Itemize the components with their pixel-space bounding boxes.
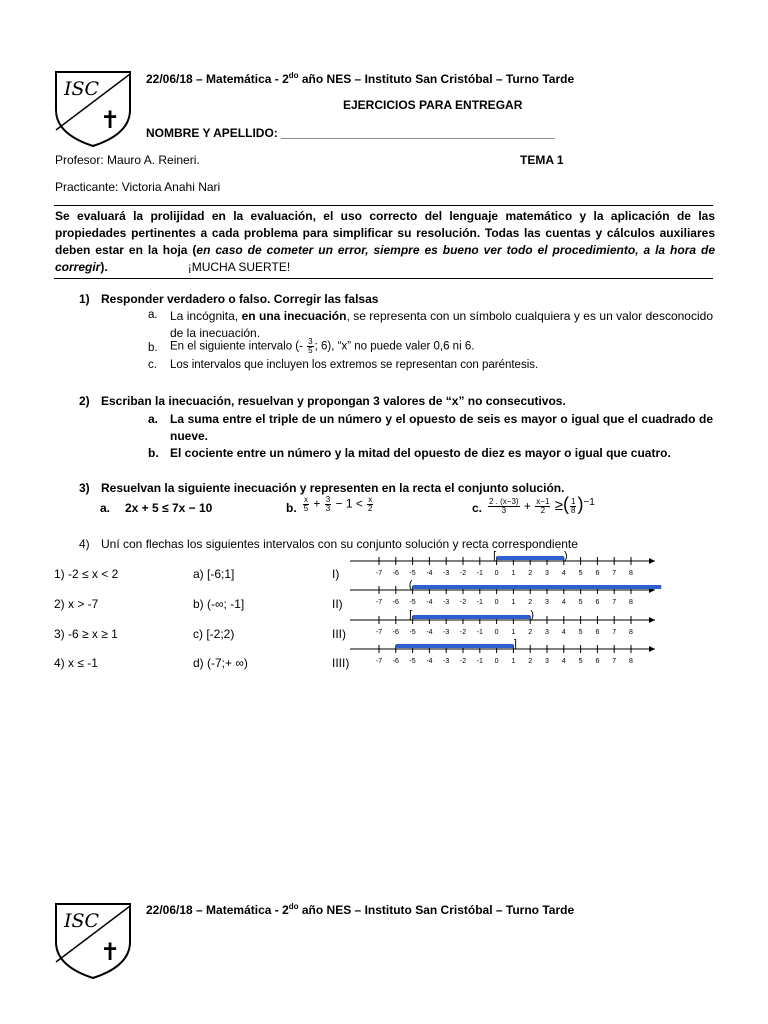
roman-2: II) xyxy=(332,597,343,611)
fraction-num: x−1 xyxy=(536,497,550,507)
ex1-a-text xyxy=(170,308,713,341)
ineq-4: 4) x ≤ -1 xyxy=(54,656,98,670)
tick-label: -5 xyxy=(409,570,416,577)
ex1-c-letter: c. xyxy=(148,359,157,371)
name-field: NOMBRE Y APELLIDO: _________________________________________ xyxy=(146,126,555,140)
ineq-3: 3) -6 ≥ x ≥ 1 xyxy=(54,627,118,641)
fraction-num: 3 xyxy=(308,337,313,346)
fraction xyxy=(570,498,576,515)
fraction-num: 2 . (x−3) xyxy=(489,497,519,507)
bracket-right: ) xyxy=(563,550,568,562)
tick-label: 2 xyxy=(528,658,533,665)
tick-label: 3 xyxy=(545,570,549,577)
fraction-den: 8 xyxy=(570,506,576,516)
ex1-number: 1) xyxy=(79,292,90,306)
exponent: −1 xyxy=(583,497,595,508)
cross-icon: ✝ xyxy=(100,106,121,134)
ex1-a-post: , se representa con un símbolo cualquiera y es un valor desconocido de la inecuación. xyxy=(170,309,713,340)
header-line xyxy=(146,71,574,86)
tick-label: -3 xyxy=(443,599,450,606)
ex4-title: Uní con flechas los siguientes intervalos con su conjunto solución y recta correspondiente xyxy=(101,537,578,551)
roman-4: IIII) xyxy=(332,656,350,670)
fraction-den: 5 xyxy=(308,346,313,355)
tick-label: -7 xyxy=(375,658,383,665)
tick-label: -3 xyxy=(443,570,450,577)
suerte-text: ¡MUCHA SUERTE! xyxy=(187,260,291,274)
footer-school: año NES – Instituto San Cristóbal – Turno Tarde xyxy=(298,903,575,917)
footer-line xyxy=(146,902,574,917)
tick-label: 0 xyxy=(494,599,499,606)
ex2-b-letter: b. xyxy=(148,446,159,460)
tick-label: 2 xyxy=(528,570,533,577)
tick-label: 3 xyxy=(545,658,549,665)
tick-label: 1 xyxy=(511,658,516,665)
arrow-icon xyxy=(649,617,655,623)
divider-top xyxy=(54,205,713,206)
ex3-b-expr xyxy=(302,496,374,513)
ex1-title: Responder verdadero o falso. Corregir las falsas xyxy=(101,292,379,306)
header-date-subject: 22/06/18 – Matemática - 2 xyxy=(146,72,289,86)
tick-label: -1 xyxy=(476,570,483,577)
tick-label: -7 xyxy=(375,629,383,636)
tick-label: -5 xyxy=(409,658,416,665)
fraction xyxy=(535,498,550,515)
tick-label: 5 xyxy=(578,629,583,636)
tick-label: -5 xyxy=(409,629,416,636)
ex3-title: Resuelvan la siguiente inecuación y representen en la recta el conjunto solución. xyxy=(101,481,565,495)
tick-label: -1 xyxy=(476,629,483,636)
ex1-c-text: Los intervalos que incluyen los extremos se representan con paréntesis. xyxy=(170,359,539,371)
ex2-number: 2) xyxy=(79,394,90,408)
footer-sup: do xyxy=(288,902,299,911)
fraction-num: x xyxy=(368,495,373,504)
ex1-b-text xyxy=(170,338,474,355)
fraction xyxy=(307,338,313,355)
logo-text: ISC xyxy=(64,910,100,932)
fraction-num: 1 xyxy=(570,497,576,507)
bracket-left: [ xyxy=(409,609,413,621)
tick-label: -6 xyxy=(392,629,399,636)
tick-label: -3 xyxy=(443,629,450,636)
tick-label: 3 xyxy=(545,599,549,606)
tick-label: -4 xyxy=(426,599,433,606)
tick-label: -7 xyxy=(375,599,383,606)
arrow-icon xyxy=(649,646,655,652)
logo-top xyxy=(54,70,132,153)
ex3-b-mid: − 1 < xyxy=(335,496,363,511)
fraction-den: 3 xyxy=(325,504,331,513)
fraction-den: 2 xyxy=(540,506,546,516)
ex1-b-post: ; 6), “x” no puede valer 0,6 ni 6. xyxy=(314,340,475,353)
geq-sign: ≥ xyxy=(554,497,563,514)
interval-b: b) (-∞; -1] xyxy=(193,597,245,611)
arrow-icon xyxy=(649,558,655,564)
tick-label: 3 xyxy=(545,629,549,636)
divider-bottom xyxy=(54,278,713,279)
fraction-den: 5 xyxy=(303,504,309,513)
ex3-b-letter: b. xyxy=(286,501,297,515)
bracket-right: ] xyxy=(513,638,517,650)
tick-label: -3 xyxy=(443,658,450,665)
interval-a: a) [-6;1] xyxy=(193,567,235,581)
tick-label: 7 xyxy=(612,599,617,606)
tick-label: -4 xyxy=(426,570,433,577)
ineq-2: 2) x > -7 xyxy=(54,597,99,611)
tick-label: 4 xyxy=(561,570,566,577)
tick-label: -4 xyxy=(426,658,433,665)
intro-paragraph xyxy=(55,208,715,276)
ex2-a-letter: a. xyxy=(148,412,159,426)
roman-1: I) xyxy=(332,567,340,581)
tick-label: -2 xyxy=(459,570,467,577)
tick-label: 5 xyxy=(578,599,583,606)
bracket-left: ( xyxy=(408,579,413,591)
fraction-den: 3 xyxy=(501,506,507,516)
ex2-title: Escriban la inecuación, resuelvan y propongan 3 valores de “x” no consecutivos. xyxy=(101,394,566,408)
ex1-b-pre: En el siguiente intervalo (- xyxy=(170,340,307,353)
ex3-number: 3) xyxy=(79,481,90,495)
ex1-a-letter: a. xyxy=(148,309,158,321)
tick-label: -1 xyxy=(476,599,483,606)
tick-label: -4 xyxy=(426,629,433,636)
tick-label: -6 xyxy=(392,658,399,665)
ex4-number: 4) xyxy=(79,537,90,551)
tick-label: 1 xyxy=(511,599,516,606)
fraction xyxy=(325,496,331,513)
fraction xyxy=(303,496,309,513)
ex1-a-bold: en una inecuación xyxy=(241,309,347,323)
tick-label: 5 xyxy=(578,570,583,577)
tick-label: 6 xyxy=(595,658,600,665)
logo-text: ISC xyxy=(64,78,100,100)
tick-label: 8 xyxy=(629,599,633,606)
footer-date-subject: 22/06/18 – Matemática - 2 xyxy=(146,903,289,917)
fraction-den: 2 xyxy=(367,504,373,513)
fraction-num: 3 xyxy=(325,495,331,504)
tick-label: -2 xyxy=(459,629,467,636)
ex1-b-letter: b. xyxy=(148,342,158,354)
ex3-a-expr: 2x + 5 ≤ 7x − 10 xyxy=(125,501,213,515)
fraction xyxy=(488,498,520,515)
ex1-a-pre: La incógnita, xyxy=(170,309,242,323)
tick-label: 8 xyxy=(629,658,633,665)
plus-sign: + xyxy=(523,499,531,513)
tick-label: 1 xyxy=(511,629,516,636)
ex2-a-text: La suma entre el triple de un número y el opuesto de seis es mayor o igual que el cuadrado de nueve. xyxy=(170,412,713,443)
ex3-a-letter: a. xyxy=(100,501,111,515)
tick-label: -6 xyxy=(392,599,399,606)
roman-3: III) xyxy=(332,627,346,641)
tick-label: 5 xyxy=(578,658,583,665)
bracket-right: ) xyxy=(530,609,535,621)
page-title: EJERCICIOS PARA ENTREGAR xyxy=(343,98,523,112)
ex3-c-expr: $\frac{2 . (x-3)}{3}$ + $\frac{x-1}{2}$ ≥( $\frac{1}{8}$ )$^{-1}$ xyxy=(489,494,595,516)
tick-label: -6 xyxy=(392,570,399,577)
ex3-c-letter: c. xyxy=(472,501,483,515)
practicante-label: Practicante: Victoria Anahi Nari xyxy=(55,180,221,194)
tick-label: 7 xyxy=(612,658,617,665)
tick-label: 8 xyxy=(629,629,633,636)
tick-label: -5 xyxy=(409,599,416,606)
plus-sign: + xyxy=(313,496,321,511)
intro-text: Se evaluará la prolijidad en la evaluación, el uso correcto del lenguaje matemático y la aplicación de las propiedades pertinentes a cada problema para simplificar su resolución. Todas las cuentas y cálculos auxiliares deben estar en la hoja ( xyxy=(55,209,715,257)
tick-label: 6 xyxy=(595,599,600,606)
tema-label: TEMA 1 xyxy=(520,153,564,167)
tick-label: -2 xyxy=(459,658,467,665)
tick-label: -2 xyxy=(459,599,467,606)
tick-label: 0 xyxy=(494,629,499,636)
arrow-icon xyxy=(649,587,655,593)
intro-italic: en caso de cometer un error, siempre es bueno ver todo el procedimiento, a la hora de corregir xyxy=(55,243,715,274)
header-school: año NES – Instituto San Cristóbal – Turno Tarde xyxy=(298,72,575,86)
tick-label: 2 xyxy=(528,629,533,636)
tick-label: 7 xyxy=(612,570,617,577)
bracket-left: [ xyxy=(493,550,497,562)
tick-label: -1 xyxy=(476,658,483,665)
tick-label: 4 xyxy=(561,599,566,606)
header-sup: do xyxy=(288,71,299,80)
tick-label: 0 xyxy=(494,570,499,577)
interval-c: c) [-2;2) xyxy=(193,627,235,641)
intro-close: ). xyxy=(100,260,108,274)
tick-label: 2 xyxy=(528,599,533,606)
profesor-label: Profesor: Mauro A. Reineri. xyxy=(55,153,200,167)
logo-bottom xyxy=(54,902,132,985)
tick-label: 4 xyxy=(561,629,566,636)
tick-label: 4 xyxy=(561,658,566,665)
tick-label: 8 xyxy=(629,570,633,577)
tick-label: 6 xyxy=(595,570,600,577)
fraction-num: x xyxy=(304,495,308,504)
cross-icon: ✝ xyxy=(100,938,121,966)
ex2-b-text: El cociente entre un número y la mitad del opuesto de diez es mayor o igual que cuatro. xyxy=(170,446,671,460)
interval-d: d) (-7;+ ∞) xyxy=(193,656,248,670)
tick-label: 0 xyxy=(494,658,499,665)
tick-label: 6 xyxy=(595,629,600,636)
tick-label: 7 xyxy=(612,629,617,636)
tick-label: 1 xyxy=(511,570,516,577)
ineq-1: 1) -2 ≤ x < 2 xyxy=(54,567,119,581)
tick-label: -7 xyxy=(375,570,383,577)
fraction xyxy=(367,496,373,513)
